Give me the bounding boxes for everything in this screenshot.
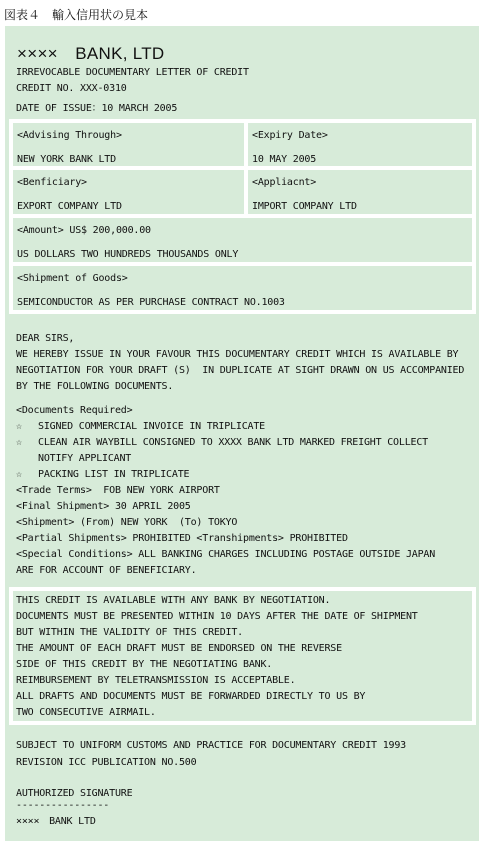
availability-line: THIS CREDIT IS AVAILABLE WITH ANY BANK BY NEGOTIATION. bbox=[16, 595, 331, 606]
availability-line: TWO CONSECUTIVE AIRMAIL. bbox=[16, 707, 156, 718]
shipment-goods-value: SEMICONDUCTOR AS PER PURCHASE CONTRACT NO.1003 bbox=[17, 297, 285, 308]
credit-fields-panel bbox=[9, 119, 476, 314]
availability-line: ALL DRAFTS AND DOCUMENTS MUST BE FORWARDED DIRECTLY TO US BY bbox=[16, 691, 366, 702]
trade-terms: <Trade Terms> FOB NEW YORK AIRPORT bbox=[16, 485, 220, 496]
final-shipment: <Final Shipment> 30 APRIL 2005 bbox=[16, 501, 191, 512]
expiry-value: 10 MAY 2005 bbox=[252, 154, 317, 165]
amount-cell bbox=[13, 218, 472, 262]
applicant-label: <Appliacnt> bbox=[252, 177, 317, 188]
intro-line: WE HEREBY ISSUE IN YOUR FAVOUR THIS DOCUMENTARY CREDIT WHICH IS AVAILABLE BY bbox=[16, 349, 459, 360]
intro-line: BY THE FOLLOWING DOCUMENTS. bbox=[16, 381, 174, 392]
availability-line: THE AMOUNT OF EACH DRAFT MUST BE ENDORSED ON THE REVERSE bbox=[16, 643, 342, 654]
bank-name: ×××× BANK, LTD bbox=[17, 44, 165, 63]
availability-line: REIMBURSEMENT BY TELETRANSMISSION IS ACCEPTABLE. bbox=[16, 675, 296, 686]
partial-shipments: <Partial Shipments> PROHIBITED <Transhipments> PROHIBITED bbox=[16, 533, 348, 544]
documents-label: <Documents Required> bbox=[16, 405, 133, 416]
intro-line: NEGOTIATION FOR YOUR DRAFT (S) IN DUPLICATE AT SIGHT DRAWN ON US ACCOMPANIED bbox=[16, 365, 465, 376]
document-item: ☆ SIGNED COMMERCIAL INVOICE IN TRIPLICATE bbox=[16, 421, 265, 432]
signature-line: ---------------- bbox=[16, 800, 110, 811]
availability-line: DOCUMENTS MUST BE PRESENTED WITHIN 10 DAYS AFTER THE DATE OF SHIPMENT bbox=[16, 611, 418, 622]
availability-line: BUT WITHIN THE VALIDITY OF THIS CREDIT. bbox=[16, 627, 243, 638]
ucp-line: REVISION ICC PUBLICATION NO.500 bbox=[16, 757, 197, 768]
beneficiary-value: EXPORT COMPANY LTD bbox=[17, 201, 122, 212]
signature-label: AUTHORIZED SIGNATURE bbox=[16, 788, 133, 799]
shipment-goods-label: <Shipment of Goods> bbox=[17, 273, 128, 284]
greeting: DEAR SIRS, bbox=[16, 333, 75, 344]
amount-label: <Amount> US$ 200,000.00 bbox=[17, 225, 151, 236]
special-conditions: <Special Conditions> ALL BANKING CHARGES INCLUDING POSTAGE OUTSIDE JAPAN bbox=[16, 549, 436, 560]
credit-number: CREDIT NO. XXX-0310 bbox=[16, 83, 127, 94]
star-icon: ☆ bbox=[16, 421, 22, 432]
beneficiary-cell bbox=[13, 170, 244, 214]
figure-caption: 図表４ 輸入信用状の見本 bbox=[4, 8, 149, 22]
ucp-line: SUBJECT TO UNIFORM CUSTOMS AND PRACTICE FOR DOCUMENTARY CREDIT 1993 bbox=[16, 740, 406, 751]
star-icon: ☆ bbox=[16, 437, 22, 448]
shipment-goods-cell bbox=[13, 266, 472, 310]
advising-label: <Advising Through> bbox=[17, 130, 122, 141]
advising-value: NEW YORK BANK LTD bbox=[17, 154, 116, 165]
availability-line: SIDE OF THIS CREDIT BY THE NEGOTIATING BANK. bbox=[16, 659, 273, 670]
issue-date: DATE OF ISSUE：10 MARCH 2005 bbox=[16, 103, 178, 114]
special-conditions-continued: ARE FOR ACCOUNT OF BENEFICIARY. bbox=[16, 565, 197, 576]
expiry-cell bbox=[248, 123, 472, 166]
availability-panel bbox=[9, 587, 476, 725]
applicant-value: IMPORT COMPANY LTD bbox=[252, 201, 357, 212]
shipment-route: <Shipment> (From) NEW YORK (To) TOKYO bbox=[16, 517, 238, 528]
advising-cell bbox=[13, 123, 244, 166]
document-item-continued: NOTIFY APPLICANT bbox=[38, 453, 132, 464]
signature-bank: ×××× BANK LTD bbox=[16, 816, 96, 827]
applicant-cell bbox=[248, 170, 472, 214]
amount-words: US DOLLARS TWO HUNDREDS THOUSANDS ONLY bbox=[17, 249, 239, 260]
availability-cell bbox=[13, 591, 472, 721]
star-icon: ☆ bbox=[16, 469, 22, 480]
document-item: ☆ CLEAN AIR WAYBILL CONSIGNED TO XXXX BANK LTD MARKED FREIGHT COLLECT bbox=[16, 437, 428, 448]
document-item: ☆ PACKING LIST IN TRIPLICATE bbox=[16, 469, 190, 480]
letter-of-credit bbox=[5, 26, 479, 841]
expiry-label: <Expiry Date> bbox=[252, 130, 328, 141]
beneficiary-label: <Benficiary> bbox=[17, 177, 87, 188]
credit-type: IRREVOCABLE DOCUMENTARY LETTER OF CREDIT bbox=[16, 67, 249, 78]
